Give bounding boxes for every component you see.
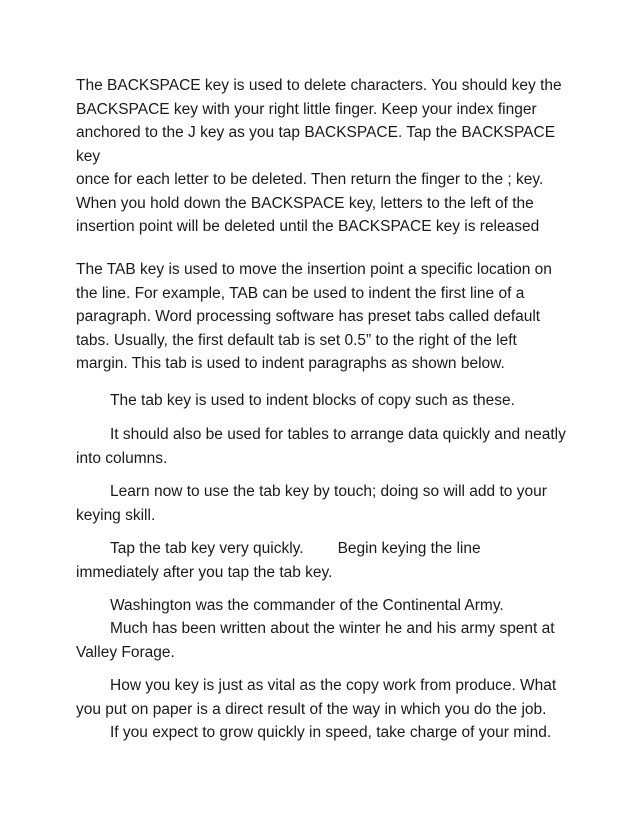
example-line-8: [76, 721, 576, 745]
example-line-7-text: How you key is just as vital as the copy work from produce. What you put on paper is a direct result of the way in which you do the job.: [76, 677, 557, 718]
example-line-6-text: Much has been written about the winter he and his army spent at Valley Forage.: [76, 620, 555, 661]
example-line-3: [76, 480, 576, 527]
example-line-3-text: Learn now to use the tab key by touch; doing so will add to your keying skill.: [76, 483, 547, 524]
example-line-5-text: Washington was the commander of the Continental Army.: [110, 597, 504, 614]
example-line-4-text-a: Tap the tab key very quickly.: [110, 540, 304, 557]
example-line-8-text: If you expect to grow quickly in speed, take charge of your mind.: [110, 724, 552, 741]
example-line-6: [76, 617, 576, 664]
example-line-5: [76, 594, 576, 618]
example-line-4: [76, 537, 576, 584]
tab-paragraph: The TAB key is used to move the insertion point a specific location on the line. For example, TAB can be used to indent the first line of a paragraph. Word processing software has preset tabs called default tabs. Usually, the first default tab is set 0.5” to the right of the left margin. This tab is used to indent paragraphs as shown below.: [76, 261, 552, 372]
example-line-1: [76, 389, 576, 413]
example-line-1-text: The tab key is used to indent blocks of copy such as these.: [110, 392, 515, 409]
example-line-2-text: It should also be used for tables to arrange data quickly and neatly into columns.: [76, 426, 566, 467]
example-line-2: [76, 423, 576, 470]
example-line-7: [76, 674, 576, 721]
example-line-4-text-b: Begin keying the line immediately after you tap the tab key.: [76, 540, 481, 581]
backspace-paragraph: The BACKSPACE key is used to delete characters. You should key the BACKSPACE key with your right little finger. Keep your index finger anchored to the J key as you tap BACKSPACE. Tap the BACKSPACE key once for each letter to be deleted. Then return the finger to the ; key. When you hold down the BACKSPACE key, letters to the left of the insertion point will be deleted until the BACKSPACE key is released: [76, 77, 562, 235]
